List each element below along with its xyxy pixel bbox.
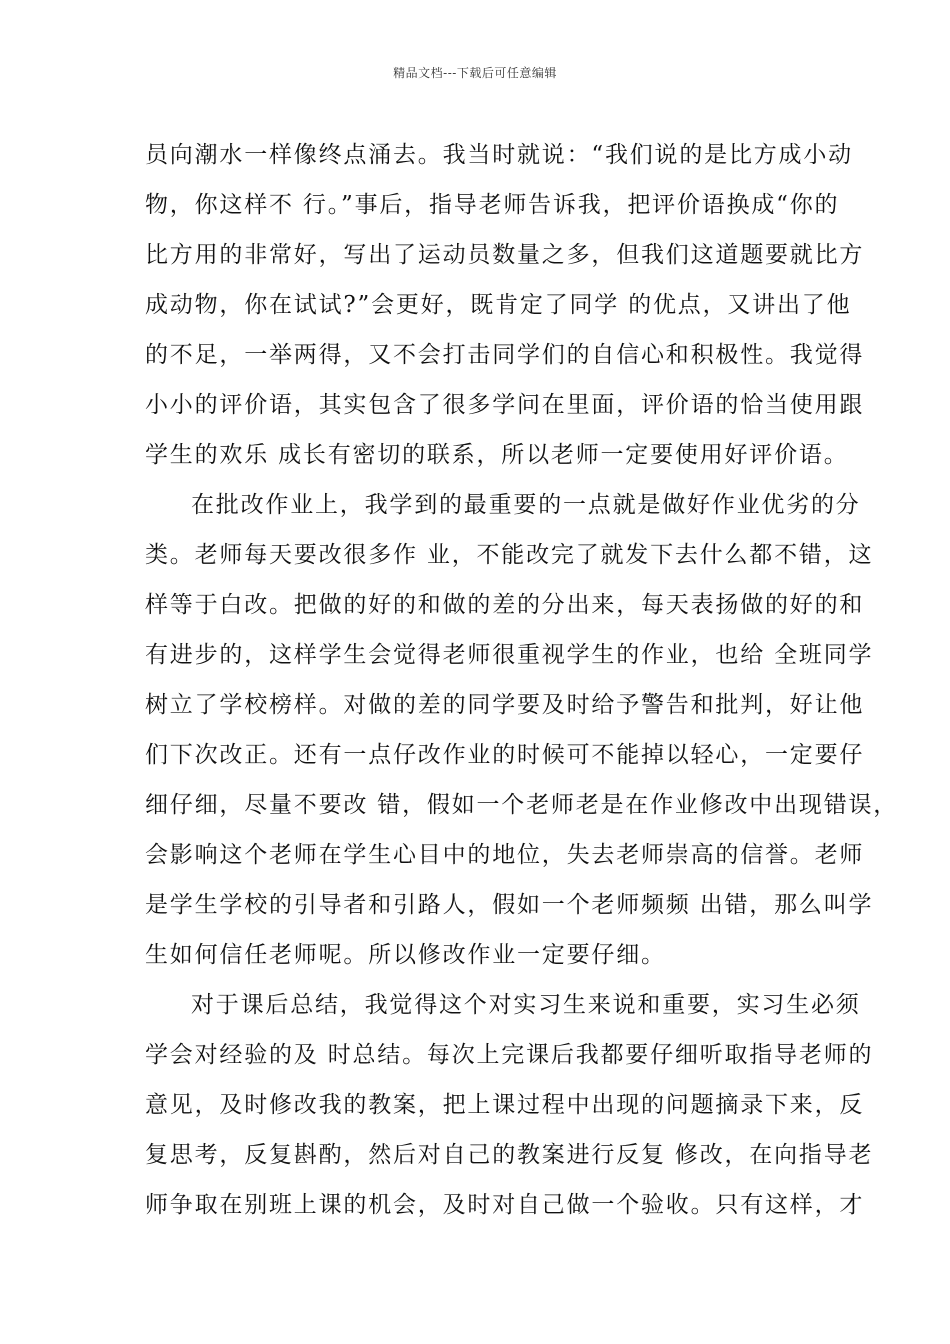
text-line: 成动物，你在试试?”会更好，既肯定了同学 的优点，又讲出了他: [145, 292, 852, 318]
text-line: 小小的评价语，其实包含了很多学问在里面，评价语的恰当使用跟: [145, 392, 865, 418]
text-line: 学生的欢乐 成长有密切的联系，所以老师一定要使用好评价语。: [145, 442, 849, 468]
text-line: 生如何信任老师呢。所以修改作业一定要仔细。: [145, 942, 666, 968]
text-line: 类。老师每天要改很多作 业，不能改完了就发下去什么都不错，这: [145, 542, 874, 568]
text-line: 细仔细，尽量不要改 错，假如一个老师老是在作业修改中出现错误，: [145, 792, 899, 818]
text-line: 树立了学校榜样。对做的差的同学要及时给予警告和批判，好让他: [145, 692, 865, 718]
text-line: 员向潮水一样像终点涌去。我当时就说：“我们说的是比方成小动: [145, 142, 853, 168]
paragraph-first-line: 对于课后总结，我觉得这个对实习生来说和重要，实习生必须: [191, 992, 861, 1018]
text-line: 比方用的非常好，写出了运动员数量之多，但我们这道题要就比方: [145, 242, 865, 268]
text-line: 师争取在别班上课的机会，及时对自己做一个验收。只有这样，才: [145, 1192, 865, 1218]
text-line: 有进步的，这样学生会觉得老师很重视学生的作业，也给 全班同学: [145, 642, 874, 668]
text-line: 复思考，反复斟酌，然后对自己的教案进行反复 修改，在向指导老: [145, 1142, 874, 1168]
text-line: 样等于白改。把做的好的和做的差的分出来，每天表扬做的好的和: [145, 592, 865, 618]
text-line: 的不足，一举两得，又不会打击同学们的自信心和积极性。我觉得: [145, 342, 865, 368]
text-line: 物，你这样不 行。”事后，指导老师告诉我，把评价语换成“你的: [145, 192, 840, 218]
page-header: 精品文档---下载后可任意编辑: [393, 66, 557, 80]
text-line: 会影响这个老师在学生心目中的地位，失去老师崇高的信誉。老师: [145, 842, 865, 868]
text-line: 学会对经验的及 时总结。每次上完课后我都要仔细听取指导老师的: [145, 1042, 874, 1068]
text-line: 们下次改正。还有一点仔改作业的时候可不能掉以轻心，一定要仔: [145, 742, 865, 768]
paragraph-first-line: 在批改作业上，我学到的最重要的一点就是做好作业优劣的分: [191, 492, 861, 518]
text-line: 意见，及时修改我的教案，把上课过程中出现的问题摘录下来，反: [145, 1092, 865, 1118]
document-body: [145, 130, 899, 1230]
text-line: 是学生学校的引导者和引路人，假如一个老师频频 出错，那么叫学: [145, 892, 874, 918]
